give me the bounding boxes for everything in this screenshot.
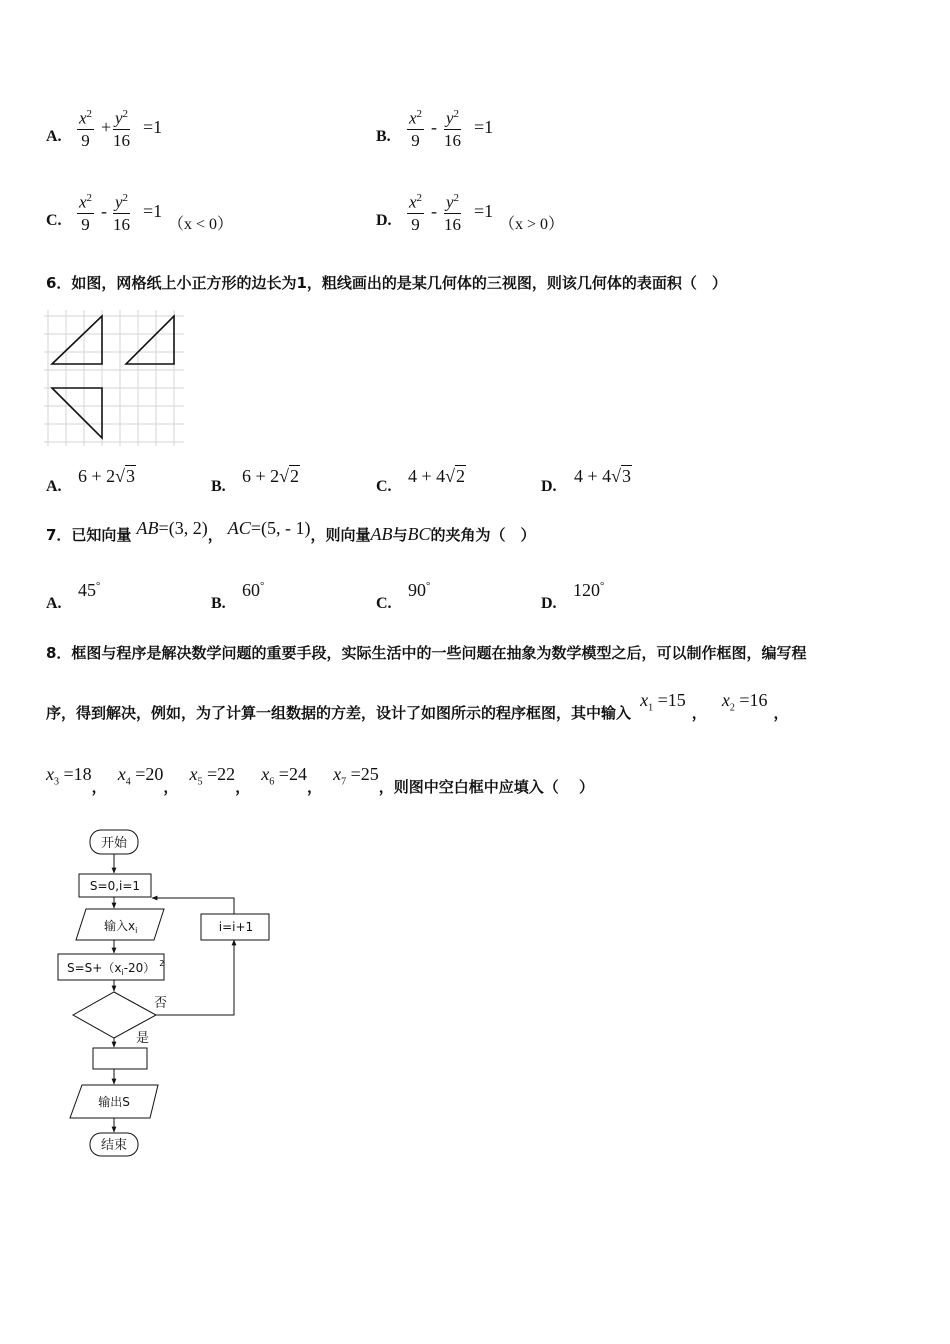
arrow-loop-back: [152, 898, 234, 914]
q5-option-a-label: A.: [46, 128, 62, 145]
q6-option-b-label: B.: [211, 478, 226, 495]
q5-option-d-eq: =1: [474, 201, 494, 221]
output-text: 输出S: [98, 1095, 130, 1109]
q7-option-d-label: D.: [541, 595, 557, 612]
q5-option-c-op: -: [101, 201, 107, 221]
q5-option-d-op: -: [431, 201, 437, 221]
start-text: 开始: [100, 836, 128, 851]
arrow-no-branch: [156, 940, 234, 1015]
q5-option-b-op: -: [431, 117, 437, 137]
q5-option-c-y-frac: $\frac{y^2}{16}$: [113, 188, 130, 236]
q7-vector-bc: BC: [407, 524, 431, 544]
q8-input-x2: $x_2 =16$: [721, 690, 768, 714]
q7-option-b-value: 60°: [242, 580, 265, 600]
q7-ac-label: AC: [227, 518, 251, 538]
q5-option-b-x-frac: $\frac{x^2}{9}$: [407, 104, 424, 152]
no-label: 否: [154, 996, 168, 1011]
q8-line1: 8．框图与程序是解决数学问题的重要手段，实际生活中的一些问题在抽象为数学模型之后，可以制作框图，编写程: [46, 644, 807, 662]
update-text: $S=S+(x_i-20)$ $^2$: [67, 959, 165, 977]
yes-label: 是: [136, 1031, 150, 1046]
q8-input-x1: $x_1 =15$: [640, 690, 686, 714]
q5-option-c-label: C.: [46, 212, 62, 229]
blank-box: [93, 1048, 147, 1069]
program-flowchart: [50, 822, 290, 1162]
q7-ac-value: =(5, - 1): [250, 518, 311, 538]
q5-option-a-eq: =1: [143, 117, 163, 137]
q7-stem: 7．已知向量 AB=(3, 2)， AC=(5, - 1)，则向量AB与BC的夹角为（ ）: [46, 518, 536, 544]
front-view-triangle: [52, 316, 102, 364]
q8-line2: 序，得到解决，例如，为了计算一组数据的方差，设计了如图所示的程序框图，其中输入 $x_1 =15$， $x_2 =16$，: [46, 690, 789, 722]
q6-option-c-label: C.: [376, 478, 392, 495]
q5-option-a-x-frac: $\frac{x^2}{9}$: [77, 104, 94, 152]
q5-option-a-op: +: [101, 117, 112, 137]
q7-option-c-value: 90°: [408, 580, 431, 600]
q8-line3: $x_3 =18$， $x_4 =20$， $x_5 =22$， $x_6 =24$， $x_7 =25$，则图中空白框中应填入（ ）: [46, 764, 594, 796]
q5-option-d-cond: （x > 0）: [499, 216, 565, 233]
increment-text: i=i+1: [218, 920, 254, 934]
q6-stem: 6．如图，网格纸上小正方形的边长为1，粗线画出的是某几何体的三视图，则该几何体的表面积（ ）: [46, 274, 727, 292]
three-view-figure: [44, 310, 186, 446]
q5-option-b-label: B.: [376, 128, 391, 145]
grid-lines: [44, 310, 184, 446]
q5-option-c-x-frac: $\frac{x^2}{9}$: [77, 188, 94, 236]
q6-option-b-value: 6 + 2√2: [242, 466, 300, 486]
side-view-triangle: [126, 316, 174, 364]
q5-option-d-x-frac: $\frac{x^2}{9}$: [407, 188, 424, 236]
top-view-triangle: [52, 388, 102, 438]
q7-ab-label: AB: [136, 518, 159, 538]
end-text: 结束: [100, 1138, 128, 1153]
q6-option-a-label: A.: [46, 478, 62, 495]
q7-option-c-label: C.: [376, 595, 392, 612]
init-text: S=0,i=1: [89, 879, 141, 893]
q7-option-d-value: 120°: [573, 580, 605, 600]
q8-input-x6: $x_6 =24$: [261, 764, 307, 788]
q5-option-c-eq: =1: [143, 201, 163, 221]
input-text: 输入$x_i$: [104, 919, 138, 935]
q8-input-x5: $x_5 =22$: [189, 764, 236, 788]
q6-option-c-value: 4 + 4√2: [408, 466, 466, 486]
q8-input-x3: $x_3 =18$: [46, 764, 92, 788]
q7-option-a-label: A.: [46, 595, 62, 612]
q7-vector-ab: AB: [370, 524, 393, 544]
q5-option-b-y-frac: $\frac{y^2}{16}$: [444, 104, 461, 152]
q7-ab-value: =(3, 2): [158, 518, 208, 538]
q6-option-d-label: D.: [541, 478, 557, 495]
q5-option-c-cond: （x < 0）: [168, 216, 234, 233]
q7-option-a-value: 45°: [78, 580, 101, 600]
q5-option-b-eq: =1: [474, 117, 494, 137]
q7-option-b-label: B.: [211, 595, 226, 612]
q5-option-d-label: D.: [376, 212, 392, 229]
q6-option-a-value: 6 + 2√3: [78, 466, 136, 486]
q8-input-x7: $x_7 =25$: [333, 764, 379, 788]
q5-option-d-y-frac: $\frac{y^2}{16}$: [444, 188, 461, 236]
q6-option-d-value: 4 + 4√3: [574, 466, 632, 486]
q8-input-x4: $x_4 =20$: [117, 764, 164, 788]
q5-option-a-y-frac: $\frac{y^2}{16}$: [113, 104, 130, 152]
